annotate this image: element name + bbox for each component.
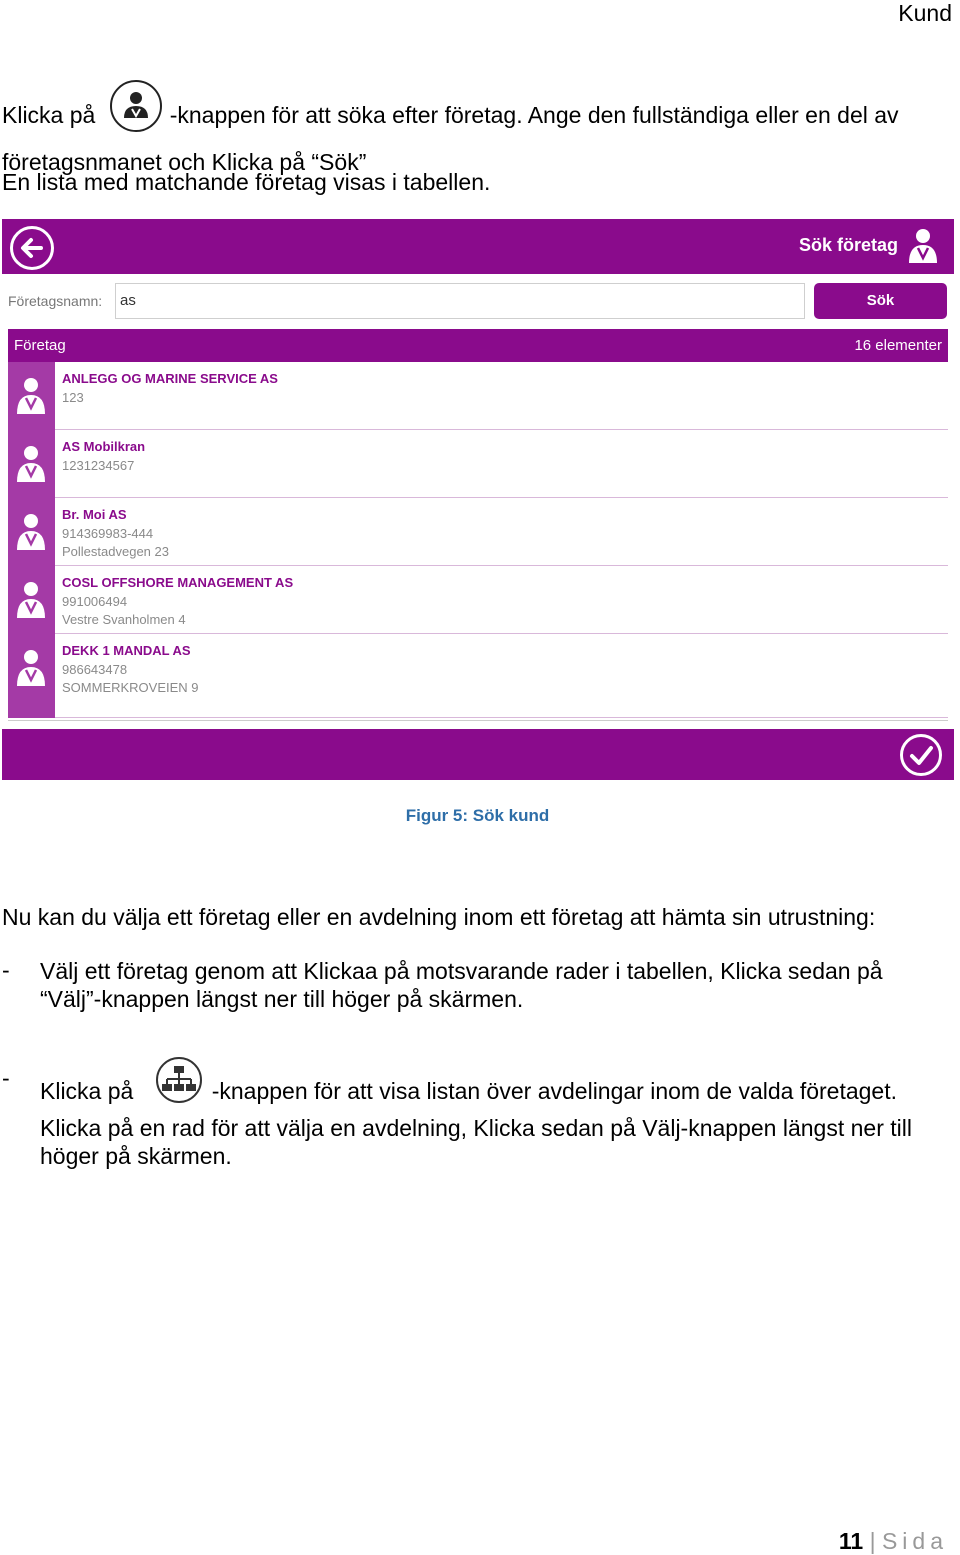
company-search-input[interactable]: as [115,283,805,319]
list-header [8,329,948,362]
intro-list-paragraph: En lista med matchande företag visas i tabellen. [2,169,491,195]
app-bottombar [2,729,954,780]
bullet-dash: - [2,1065,10,1091]
search-row [2,279,954,323]
company-icon [8,430,55,498]
company-icon [8,362,55,430]
back-button[interactable] [10,226,54,270]
company-number: 914369983-444 [62,525,154,541]
intro-paragraph [2,86,899,176]
app-topbar [2,219,954,274]
page-number: 11 [838,1528,864,1554]
company-address: SOMMERKROVEIEN 9 [62,680,199,695]
checkmark-icon [903,737,939,773]
search-label: Företagsnamn: [8,293,103,309]
page-footer [839,1528,948,1555]
bullet-2 [40,1065,897,1121]
search-button[interactable]: Sök [814,283,947,319]
footer-separator: | [869,1528,876,1554]
company-name: COSL OFFSHORE MANAGEMENT AS [62,575,294,590]
company-address: Vestre Svanholmen 4 [62,612,186,627]
select-button[interactable] [900,734,942,776]
list-item[interactable] [8,362,948,430]
list-header-count: 16 elementer [854,337,942,354]
bullet-1-line2: “Välj”-knappen längst ner till höger på skärmen. [40,986,524,1012]
app-screenshot [2,219,954,780]
arrow-left-icon [13,229,51,267]
company-number: 991006494 [62,593,128,609]
intro-suffix: -knappen för att söka efter företag. Ange den fullständiga eller en del av [169,102,899,129]
list-header-title: Företag [14,337,66,354]
list-item[interactable] [8,566,948,634]
company-search-icon [108,78,164,140]
company-icon [8,498,55,566]
department-tree-icon [154,1055,204,1111]
company-icon [8,634,55,718]
body-paragraph: Nu kan du välja ett företag eller en avdelning inom ett företag att hämta sin utrustning: [2,904,876,930]
company-number: 1231234567 [62,457,135,473]
bullet-dash: - [2,957,10,983]
intro-prefix: Klicka på [2,102,96,129]
company-address: Pollestadvegen 23 [62,544,169,559]
page-header-title: Kund [898,0,952,26]
intro-line2: företagsnmanet och Klicka på “Sök” [2,149,367,175]
company-list [8,362,948,721]
body-paragraph-2 [40,1114,912,1170]
list-item[interactable] [8,498,948,566]
company-name: Br. Moi AS [62,507,127,522]
company-number: 986643478 [62,661,128,677]
company-number: 123 [62,389,84,405]
bullet-1-line1: Välj ett företag genom att Klickaa på motsvarande rader i tabellen, Klicka sedan på [40,958,883,984]
bullet-2-prefix: Klicka på [40,1078,134,1105]
company-icon [8,566,55,634]
paragraph-2-line2: höger på skärmen. [40,1143,232,1169]
company-name: ANLEGG OG MARINE SERVICE AS [62,371,278,386]
company-name: DEKK 1 MANDAL AS [62,643,191,658]
topbar-title: Sök företag [798,235,898,255]
list-item[interactable] [8,430,948,498]
figure-caption: Figur 5: Sök kund [405,806,550,825]
paragraph-2-line1: Klicka på en rad för att välja en avdelning, Klicka sedan på Välj-knappen längst ner till [40,1115,912,1141]
company-name: AS Mobilkran [62,439,146,454]
company-icon [906,227,940,270]
footer-word: Sida [881,1528,948,1554]
bullet-2-suffix: -knappen för att visa listan över avdelingar inom de valda företaget. [211,1078,898,1105]
bullet-1 [40,957,883,1013]
list-item[interactable] [8,634,948,718]
